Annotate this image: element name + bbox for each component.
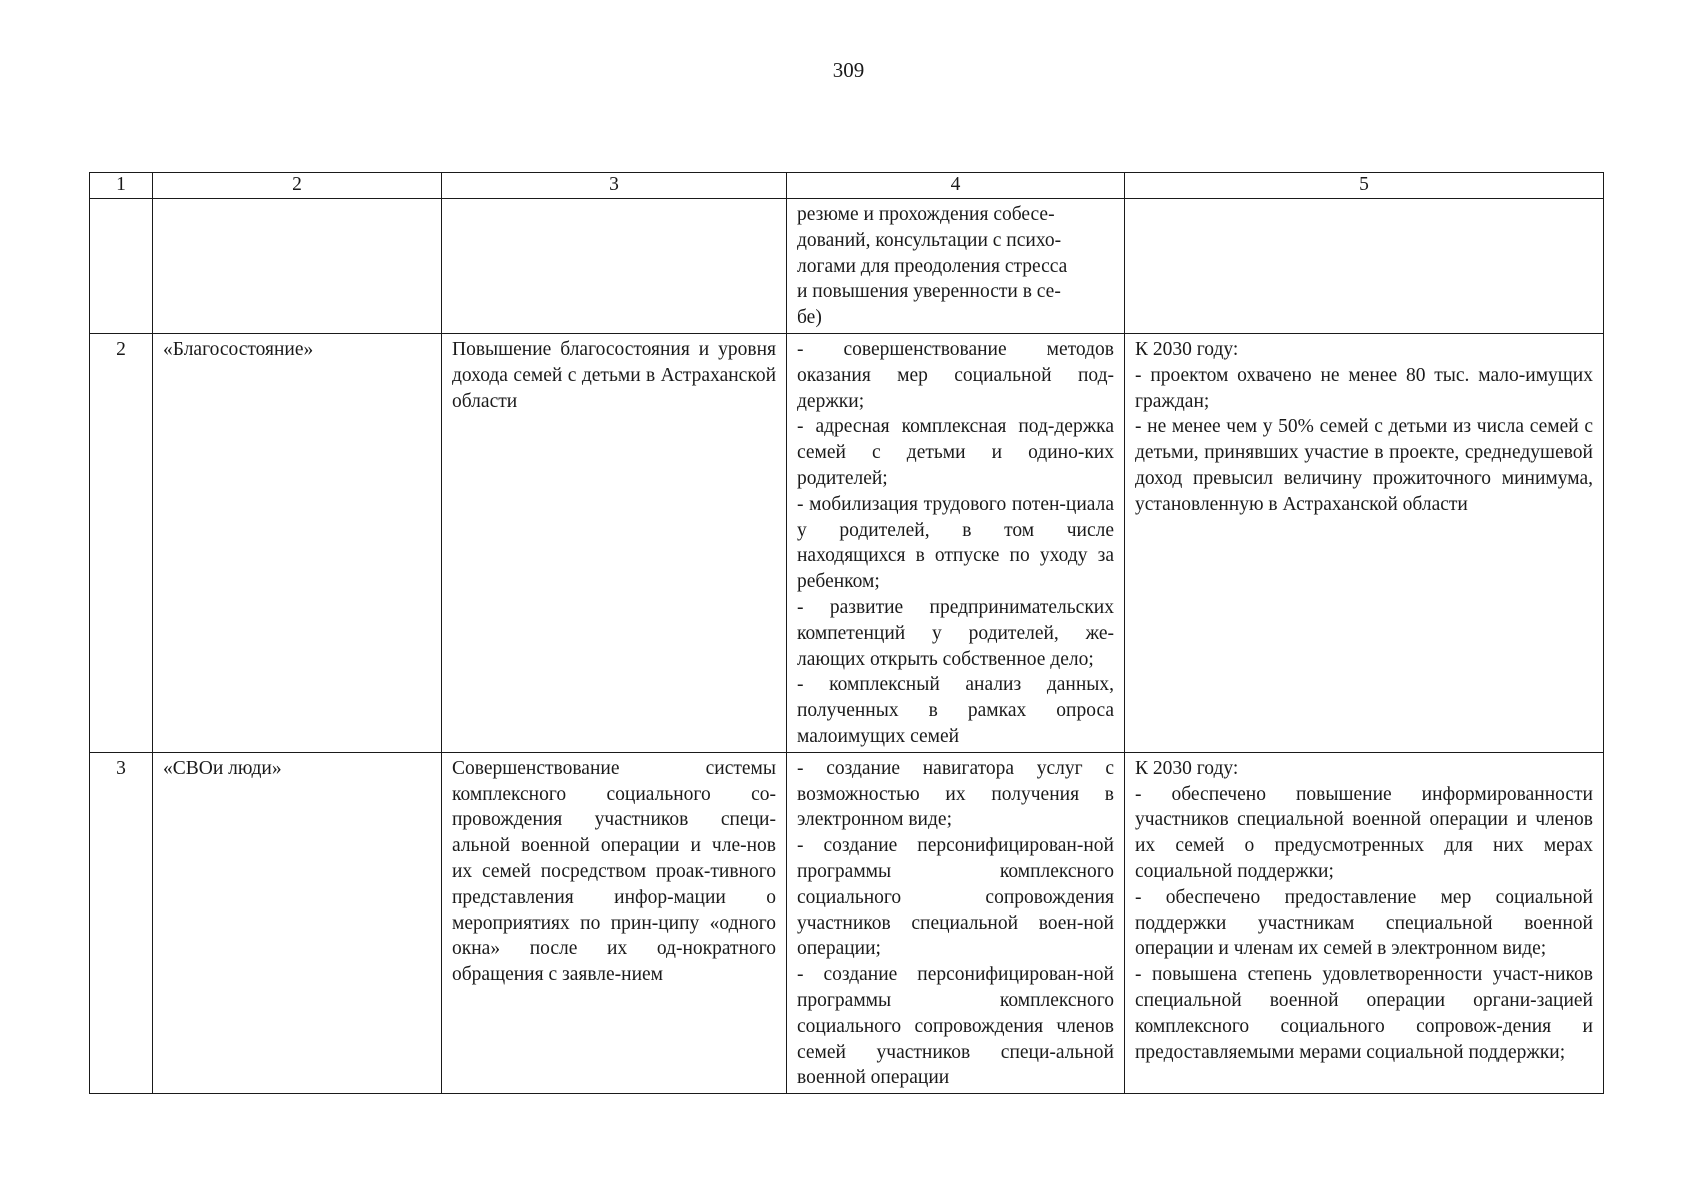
continuation-row	[90, 199, 1604, 334]
task-item: - создание персонифицирован-ной программы комплексного социального сопровождения членов семей участников специ-альной военной операции	[797, 964, 1114, 1089]
project-results	[1125, 752, 1604, 1093]
continuation-cell-name	[153, 199, 442, 334]
header-col-2: 2	[153, 173, 442, 199]
task-item: - комплексный анализ данных, полученных в рамках опроса малоимущих семей	[797, 674, 1114, 747]
project-results	[1125, 333, 1604, 752]
result-item: - повышена степень удовлетворенности участ-ников специальной военной операции органи-зацией комплексного социального сопровож-дения и предоставляемыми мерами социальной поддержки;	[1135, 964, 1593, 1063]
header-col-4: 4	[787, 173, 1125, 199]
continuation-cell-results	[1125, 199, 1604, 334]
header-col-3: 3	[442, 173, 787, 199]
result-item: - проектом охвачено не менее 80 тыс. мало-имущих граждан;	[1135, 364, 1593, 412]
continuation-text-line: дований, консультации с психо-	[797, 229, 1062, 251]
continuation-cell-num	[90, 199, 153, 334]
project-tasks	[787, 752, 1125, 1093]
continuation-text-line: логами для преодоления стресса	[797, 255, 1068, 277]
header-col-5: 5	[1125, 173, 1604, 199]
project-number: 3	[90, 752, 153, 1093]
continuation-text-line: и повышения уверенности в се-	[797, 281, 1061, 303]
program-table	[89, 172, 1604, 1094]
task-item: - развитие предпринимательских компетенций у родителей, же-лающих открыть собственное дело;	[797, 596, 1114, 670]
continuation-cell-goal	[442, 199, 787, 334]
page-number: 309	[832, 58, 865, 82]
task-item: - совершенствование методов оказания мер социальной под-держки;	[797, 338, 1114, 412]
result-item: К 2030 году:	[1135, 757, 1239, 779]
table-row-project-2	[90, 333, 1604, 752]
continuation-cell-tasks	[787, 199, 1125, 334]
project-name: «СВОи люди»	[153, 752, 442, 1093]
project-goal: Совершенствование системы комплексного социального со-провождения участников специ-альной военной операции и чле-нов их семей посредством проак-тивного представления инфор-мации о мероприятиях по прин-ципу «одного окна» после их од-нократного обращения с заявле-нием	[442, 752, 787, 1093]
result-item: К 2030 году:	[1135, 338, 1239, 360]
task-item: - создание навигатора услуг с возможностью их получения в электронном виде;	[797, 757, 1114, 831]
header-row	[90, 173, 1604, 199]
continuation-text-line: резюме и прохождения собесе-	[797, 204, 1055, 225]
project-number: 2	[90, 333, 153, 752]
continuation-text-line: бе)	[797, 307, 822, 329]
project-goal: Повышение благосостояния и уровня дохода семей с детьми в Астраханской области	[442, 333, 787, 752]
project-tasks	[787, 333, 1125, 752]
result-item: - обеспечено предоставление мер социальной поддержки участникам специальной военной операции и членам их семей в электронном виде;	[1135, 886, 1593, 960]
result-item: - обеспечено повышение информированности участников специальной военной операции и членов их семей о предусмотренных для них мерах социальной поддержки;	[1135, 783, 1593, 882]
task-item: - мобилизация трудового потен-циала у родителей, в том числе находящихся в отпуске по уходу за ребенком;	[797, 493, 1114, 593]
task-item: - создание персонифицирован-ной программы комплексного социального сопровождения участников специальной воен-ной операции;	[797, 835, 1114, 960]
table-row-project-3	[90, 752, 1604, 1093]
task-item: - адресная комплексная под-держка семей с детьми и одино-ких родителей;	[797, 416, 1114, 489]
result-item: - не менее чем у 50% семей с детьми из числа семей с детьми, принявших участие в проекте, среднедушевой доход превысил величину прожиточного минимума, установленную в Астраханской области	[1135, 416, 1593, 515]
header-col-1: 1	[90, 173, 153, 199]
project-name: «Благосостояние»	[153, 333, 442, 752]
